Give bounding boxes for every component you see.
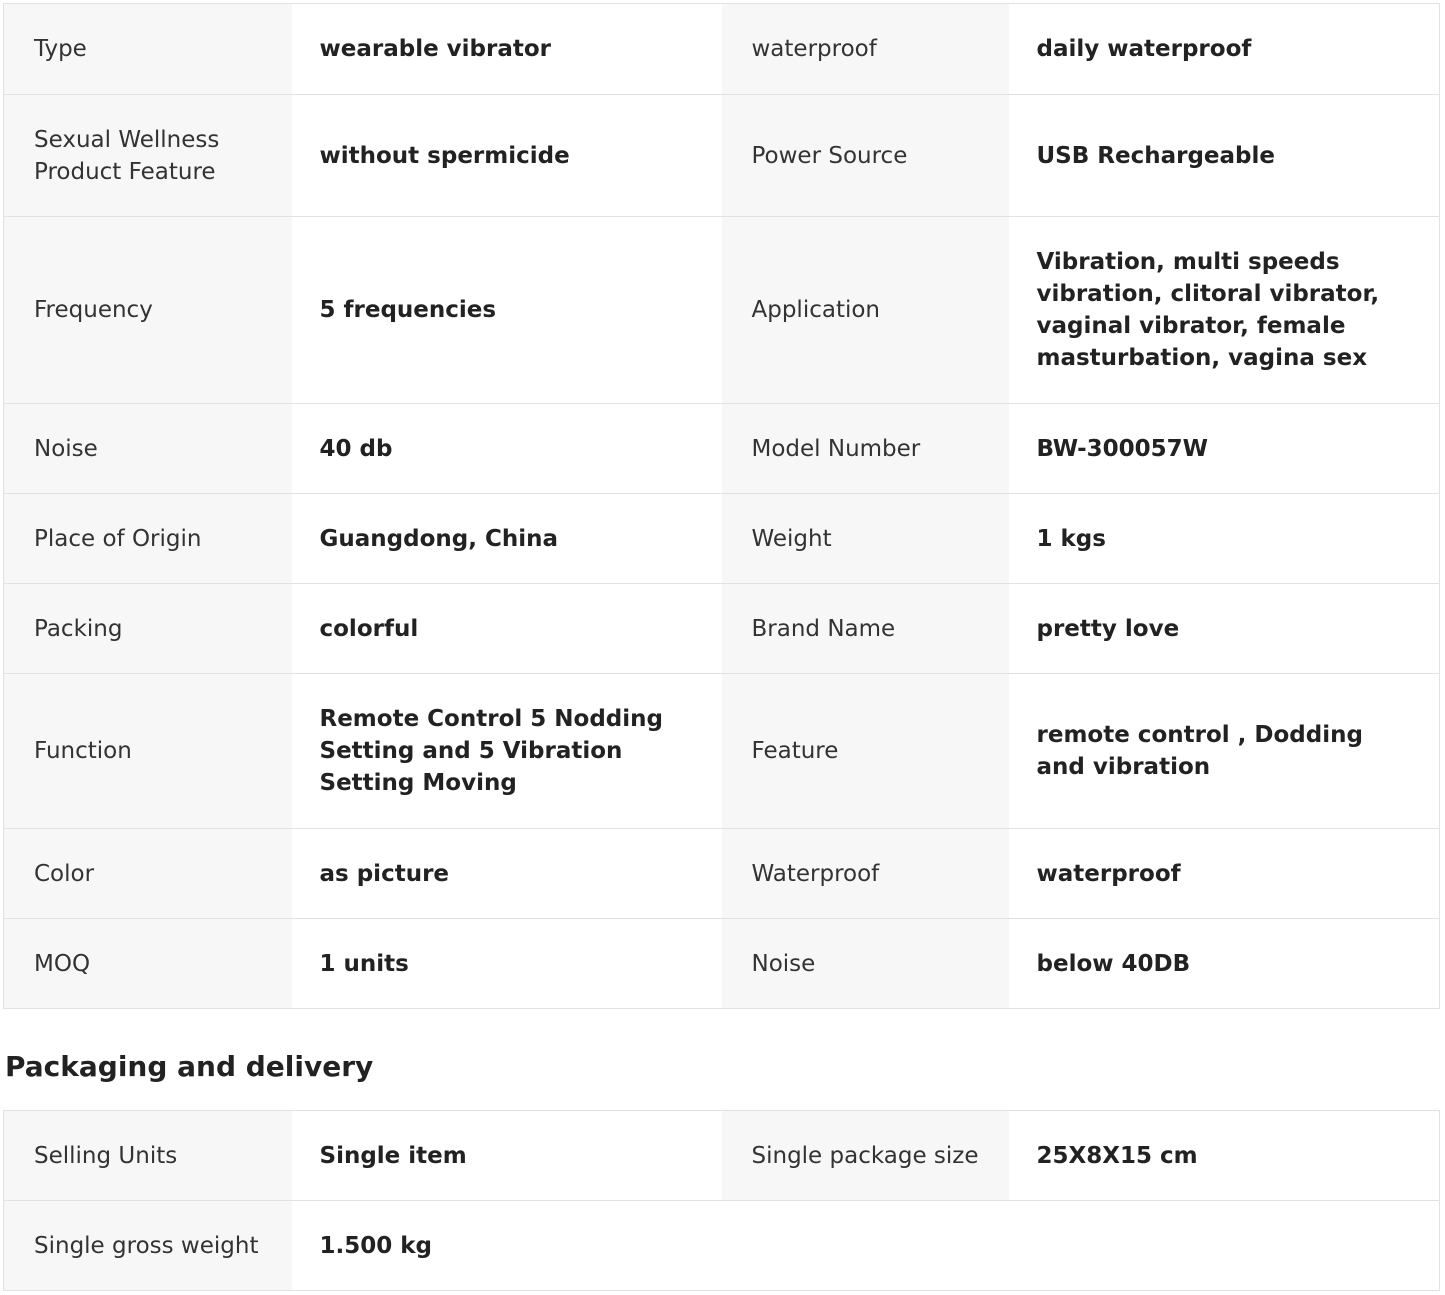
attribute-key: Application bbox=[722, 217, 1009, 404]
section-title: Packaging and delivery bbox=[5, 1050, 374, 1083]
attribute-key: Place of Origin bbox=[4, 494, 292, 584]
table-row bbox=[4, 1111, 1440, 1201]
attribute-value: 1.500 kg bbox=[292, 1201, 722, 1291]
attribute-key: Feature bbox=[722, 674, 1009, 829]
table-row bbox=[4, 217, 1440, 404]
attribute-value: USB Rechargeable bbox=[1009, 95, 1440, 217]
attribute-value: wearable vibrator bbox=[292, 4, 722, 95]
attribute-key: Weight bbox=[722, 494, 1009, 584]
attribute-key: Power Source bbox=[722, 95, 1009, 217]
attribute-value: 25X8X15 cm bbox=[1009, 1111, 1440, 1201]
attribute-key: Selling Units bbox=[4, 1111, 292, 1201]
attribute-value: 5 frequencies bbox=[292, 217, 722, 404]
table-row bbox=[4, 404, 1440, 494]
attributes-table bbox=[3, 3, 1440, 1009]
attribute-value: without spermicide bbox=[292, 95, 722, 217]
attribute-value: 1 units bbox=[292, 919, 722, 1009]
attribute-key: Brand Name bbox=[722, 584, 1009, 674]
attribute-key: Function bbox=[4, 674, 292, 829]
attribute-key: waterproof bbox=[722, 4, 1009, 95]
attribute-key: MOQ bbox=[4, 919, 292, 1009]
attribute-value: Remote Control 5 Nodding Setting and 5 Vibration Setting Moving bbox=[292, 674, 722, 829]
attribute-value: colorful bbox=[292, 584, 722, 674]
attribute-value: Guangdong, China bbox=[292, 494, 722, 584]
table-row bbox=[4, 829, 1440, 919]
attribute-key: Frequency bbox=[4, 217, 292, 404]
table-row bbox=[4, 494, 1440, 584]
attribute-value: Single item bbox=[292, 1111, 722, 1201]
attribute-key: Packing bbox=[4, 584, 292, 674]
attribute-value: BW-300057W bbox=[1009, 404, 1440, 494]
attribute-value: as picture bbox=[292, 829, 722, 919]
attribute-key: Noise bbox=[722, 919, 1009, 1009]
attribute-value: pretty love bbox=[1009, 584, 1440, 674]
attribute-value: daily waterproof bbox=[1009, 4, 1440, 95]
attribute-key: Single package size bbox=[722, 1111, 1009, 1201]
table-row bbox=[4, 4, 1440, 95]
table-row bbox=[4, 919, 1440, 1009]
attribute-key: Waterproof bbox=[722, 829, 1009, 919]
table-row bbox=[4, 1201, 1440, 1291]
attribute-value: waterproof bbox=[1009, 829, 1440, 919]
table-row bbox=[4, 674, 1440, 829]
empty-cell bbox=[722, 1201, 1440, 1291]
attribute-value: 1 kgs bbox=[1009, 494, 1440, 584]
attribute-value: Vibration, multi speeds vibration, clitoral vibrator, vaginal vibrator, female masturbation, vagina sex bbox=[1009, 217, 1440, 404]
attribute-key: Color bbox=[4, 829, 292, 919]
attribute-key: Type bbox=[4, 4, 292, 95]
attribute-value: below 40DB bbox=[1009, 919, 1440, 1009]
packaging-table bbox=[3, 1110, 1440, 1291]
attribute-key: Noise bbox=[4, 404, 292, 494]
attribute-key: Single gross weight bbox=[4, 1201, 292, 1291]
attribute-key: Model Number bbox=[722, 404, 1009, 494]
attribute-key: Sexual Wellness Product Feature bbox=[4, 95, 292, 217]
table-row bbox=[4, 95, 1440, 217]
attribute-value: remote control , Dodding and vibration bbox=[1009, 674, 1440, 829]
table-row bbox=[4, 584, 1440, 674]
attribute-value: 40 db bbox=[292, 404, 722, 494]
